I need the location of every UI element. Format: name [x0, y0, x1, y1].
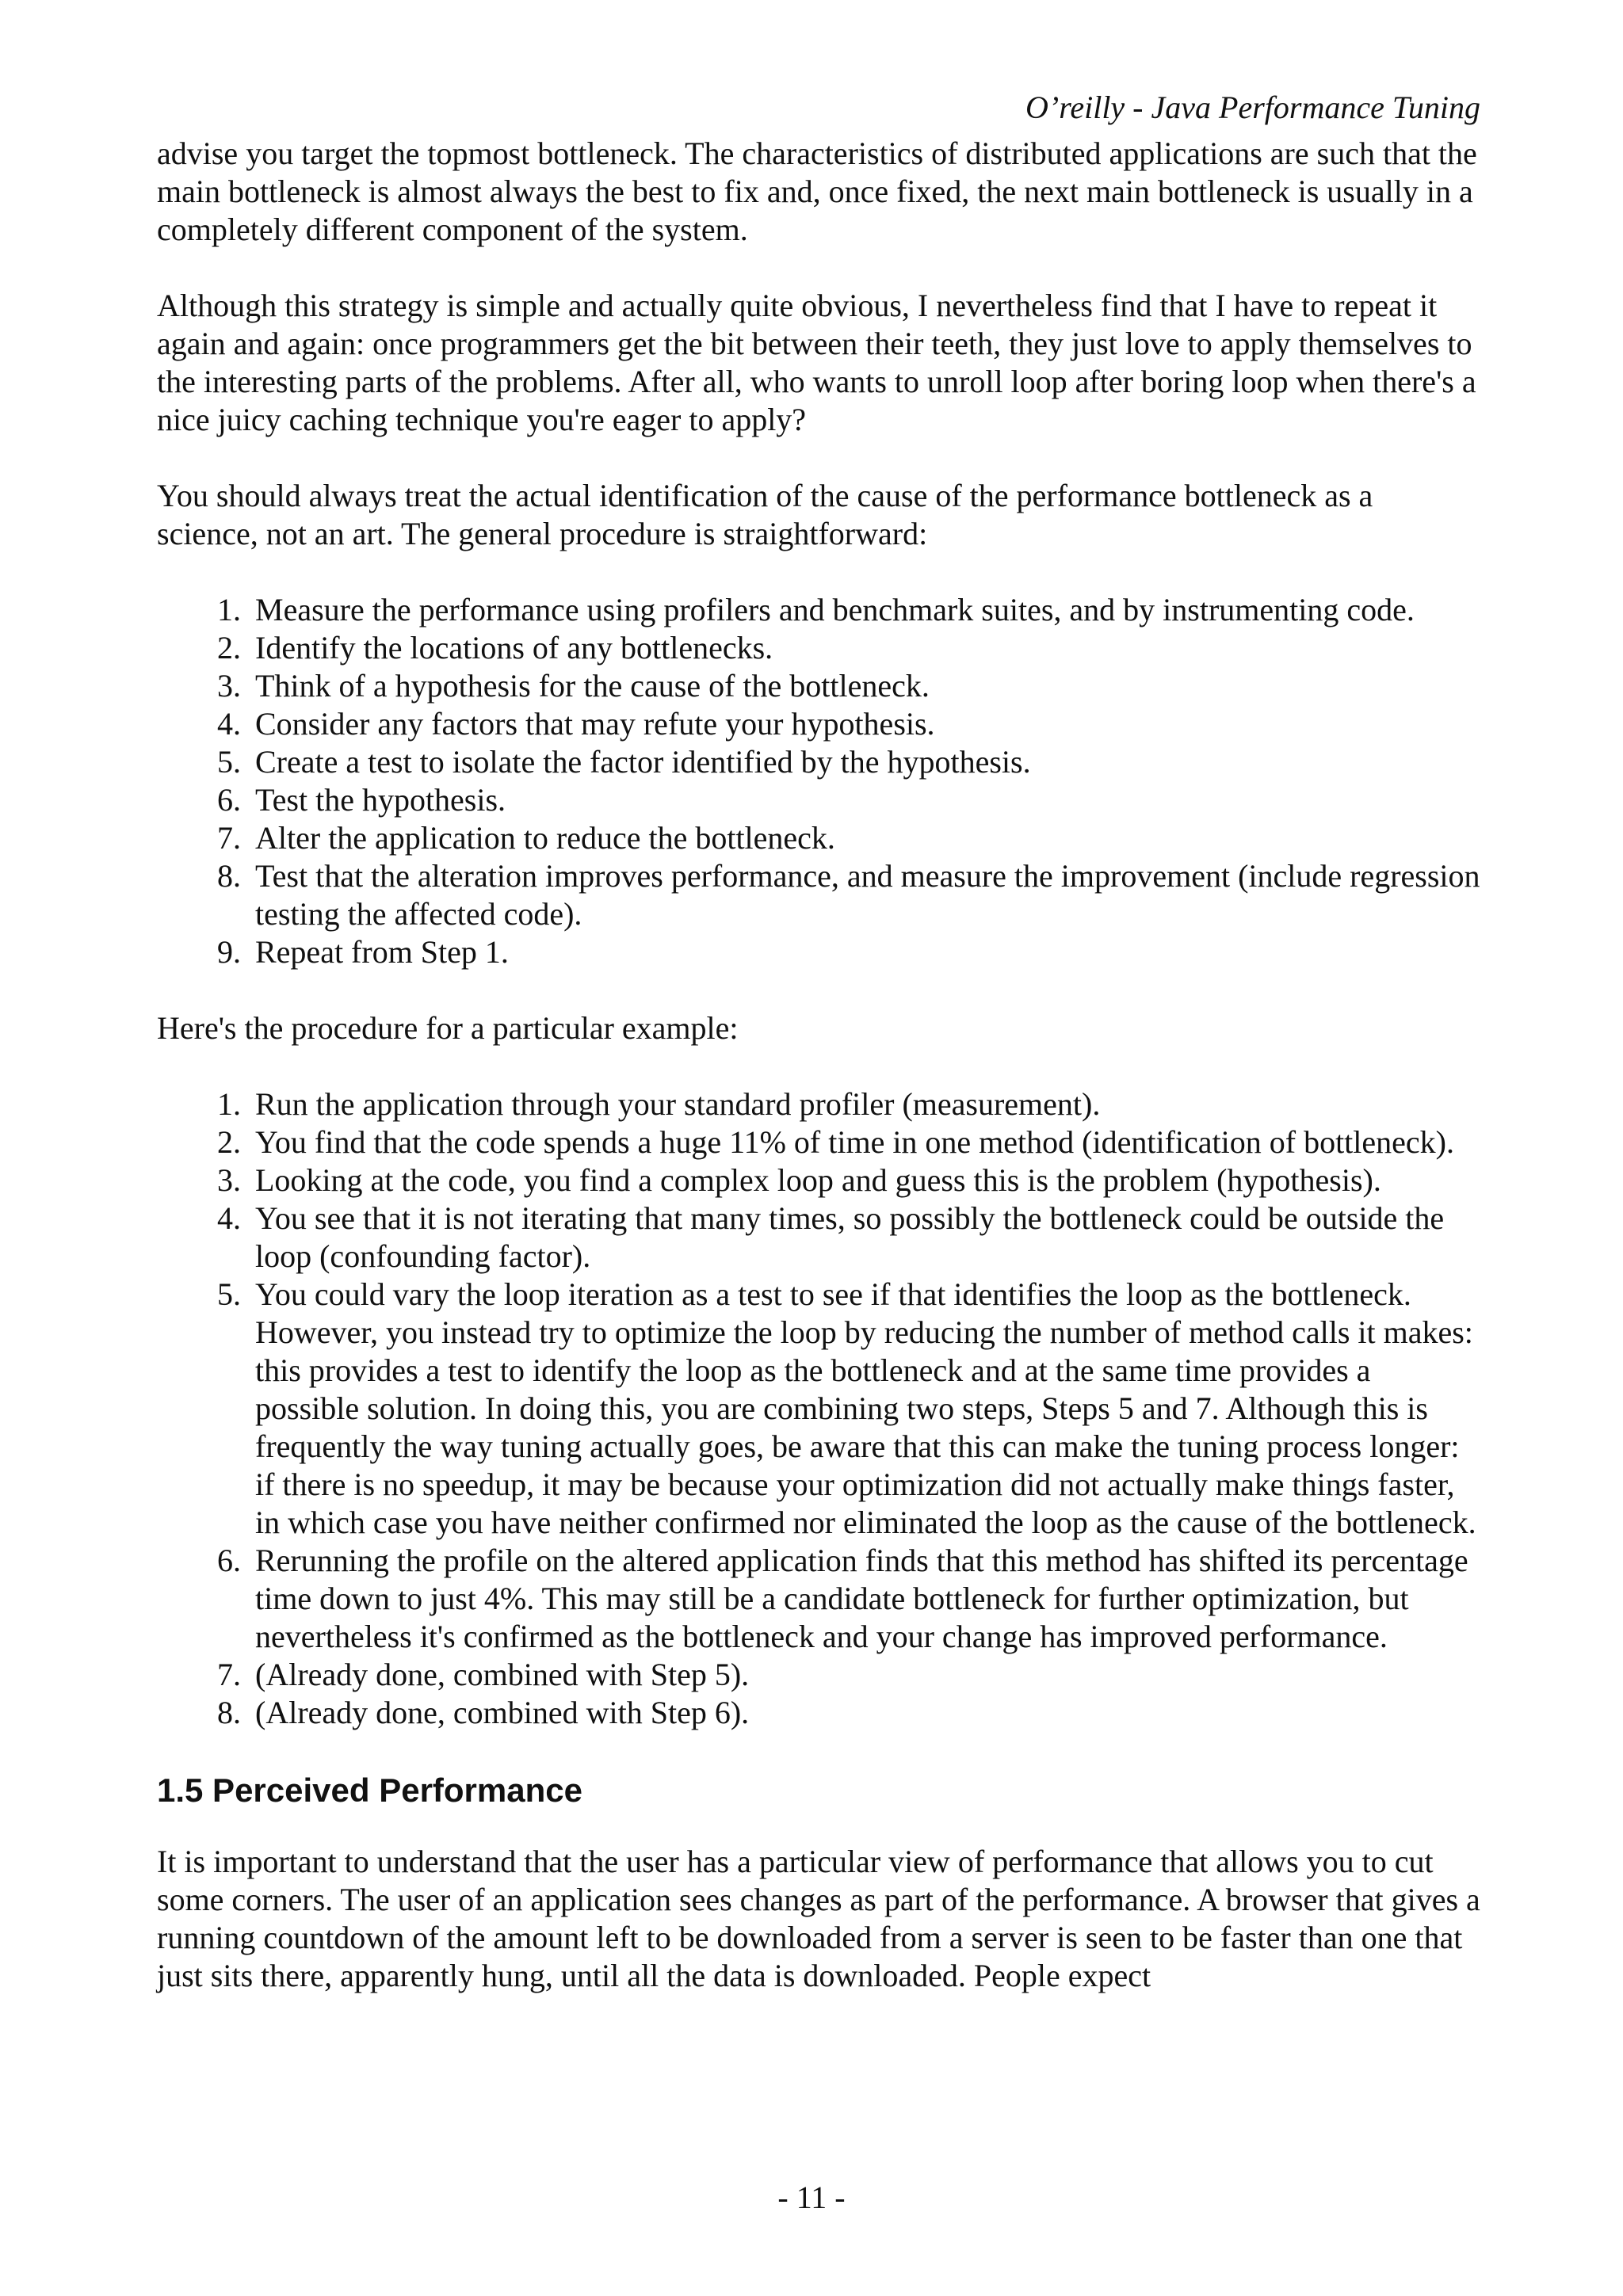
list-number: 2. [217, 630, 241, 666]
list-number: 8. [217, 1695, 241, 1730]
list-item [157, 933, 1480, 971]
list-item [157, 1276, 1480, 1542]
document-page [157, 89, 1480, 2033]
example-list [157, 1085, 1480, 1732]
page-number: - 11 - [777, 2180, 846, 2215]
list-text: You find that the code spends a huge 11% of time in one method (identification of bottleneck). [255, 1124, 1454, 1160]
section-heading: 1.5 Perceived Performance [157, 1772, 582, 1809]
list-item [157, 705, 1480, 743]
list-item [157, 1542, 1480, 1656]
list-text: (Already done, combined with Step 6). [255, 1695, 750, 1730]
list-number: 6. [217, 782, 241, 818]
list-item [157, 781, 1480, 819]
list-number: 3. [217, 1162, 241, 1198]
list-number: 1. [217, 592, 241, 627]
list-number: 9. [217, 934, 241, 970]
paragraph-example-intro: Here's the procedure for a particular example: [157, 1010, 739, 1046]
list-text: Consider any factors that may refute your hypothesis. [255, 706, 935, 742]
list-text: Think of a hypothesis for the cause of the bottleneck. [255, 668, 930, 704]
running-header: O’reilly - Java Performance Tuning [1025, 90, 1480, 125]
list-item [157, 1694, 1480, 1732]
list-text: Run the application through your standard profiler (measurement). [255, 1086, 1101, 1122]
list-text: You see that it is not iterating that many times, so possibly the bottleneck could be outside the loop (confounding factor). [255, 1200, 1445, 1274]
list-number: 6. [217, 1543, 241, 1578]
paragraph-intro: advise you target the topmost bottleneck. The characteristics of distributed applications are such that the main bottleneck is almost always the best to fix and, once fixed, the next main bottleneck is usually in a completely different component of the system. [157, 135, 1477, 247]
list-number: 5. [217, 1276, 241, 1312]
list-item [157, 629, 1480, 667]
list-number: 4. [217, 706, 241, 742]
list-number: 8. [217, 858, 241, 894]
list-number: 7. [217, 820, 241, 856]
list-item [157, 591, 1480, 629]
list-text: Rerunning the profile on the altered application finds that this method has shifted its percentage time down to just 4%. This may still be a candidate bottleneck for further optimization, but nevertheless it's confirmed as the bottleneck and your change has improved performance. [255, 1543, 1468, 1654]
list-number: 2. [217, 1124, 241, 1160]
list-item [157, 819, 1480, 857]
list-text: Identify the locations of any bottlenecks. [255, 630, 773, 666]
list-text: Measure the performance using profilers and benchmark suites, and by instrumenting code. [255, 592, 1415, 627]
list-item [157, 1085, 1480, 1123]
list-text: (Already done, combined with Step 5). [255, 1657, 750, 1692]
list-number: 7. [217, 1657, 241, 1692]
list-number: 5. [217, 744, 241, 780]
paragraph-strategy: Although this strategy is simple and actually quite obvious, I nevertheless find that I have to repeat it again and again: once programmers get the bit between their teeth, they just love to apply themselves to the interesting parts of the problems. After all, who wants to unroll loop after boring loop when there's a nice juicy caching technique you're eager to apply? [157, 288, 1476, 437]
list-item [157, 667, 1480, 705]
list-item [157, 1123, 1480, 1161]
list-text: Repeat from Step 1. [255, 934, 509, 970]
list-text: Test that the alteration improves performance, and measure the improvement (include regression testing the affected code). [255, 858, 1480, 932]
list-text: Test the hypothesis. [255, 782, 506, 818]
list-item [157, 1199, 1480, 1276]
list-item [157, 1656, 1480, 1694]
list-text: You could vary the loop iteration as a test to see if that identifies the loop as the bottleneck. However, you instead try to optimize the loop by reducing the number of method calls it makes: this provides a test to identify the loop as the bottleneck and at the same time provides a possible solution. In doing this, you are combining two steps, Steps 5 and 7. Although this is frequently the way tuning actually goes, be aware that this can make the tuning process longer: if there is no speedup, it may be because your optimization did not actually make things faster, in which case you have neither confirmed nor eliminated the loop as the cause of the bottleneck. [255, 1276, 1476, 1540]
list-number: 3. [217, 668, 241, 704]
list-item [157, 1161, 1480, 1199]
list-item [157, 857, 1480, 933]
procedure-list [157, 591, 1480, 971]
paragraph-perceived: It is important to understand that the user has a particular view of performance that allows you to cut some corners. The user of an application sees changes as part of the performance. A browser that gives a running countdown of the amount left to be downloaded from a server is seen to be faster than one that just sits there, apparently hung, until all the data is downloaded. People expect [157, 1844, 1480, 1993]
list-number: 1. [217, 1086, 241, 1122]
list-text: Create a test to isolate the factor identified by the hypothesis. [255, 744, 1031, 780]
paragraph-science: You should always treat the actual identification of the cause of the performance bottleneck as a science, not an art. The general procedure is straightforward: [157, 478, 1373, 551]
list-text: Alter the application to reduce the bottleneck. [255, 820, 835, 856]
list-text: Looking at the code, you find a complex loop and guess this is the problem (hypothesis). [255, 1162, 1381, 1198]
list-number: 4. [217, 1200, 241, 1236]
list-item [157, 743, 1480, 781]
